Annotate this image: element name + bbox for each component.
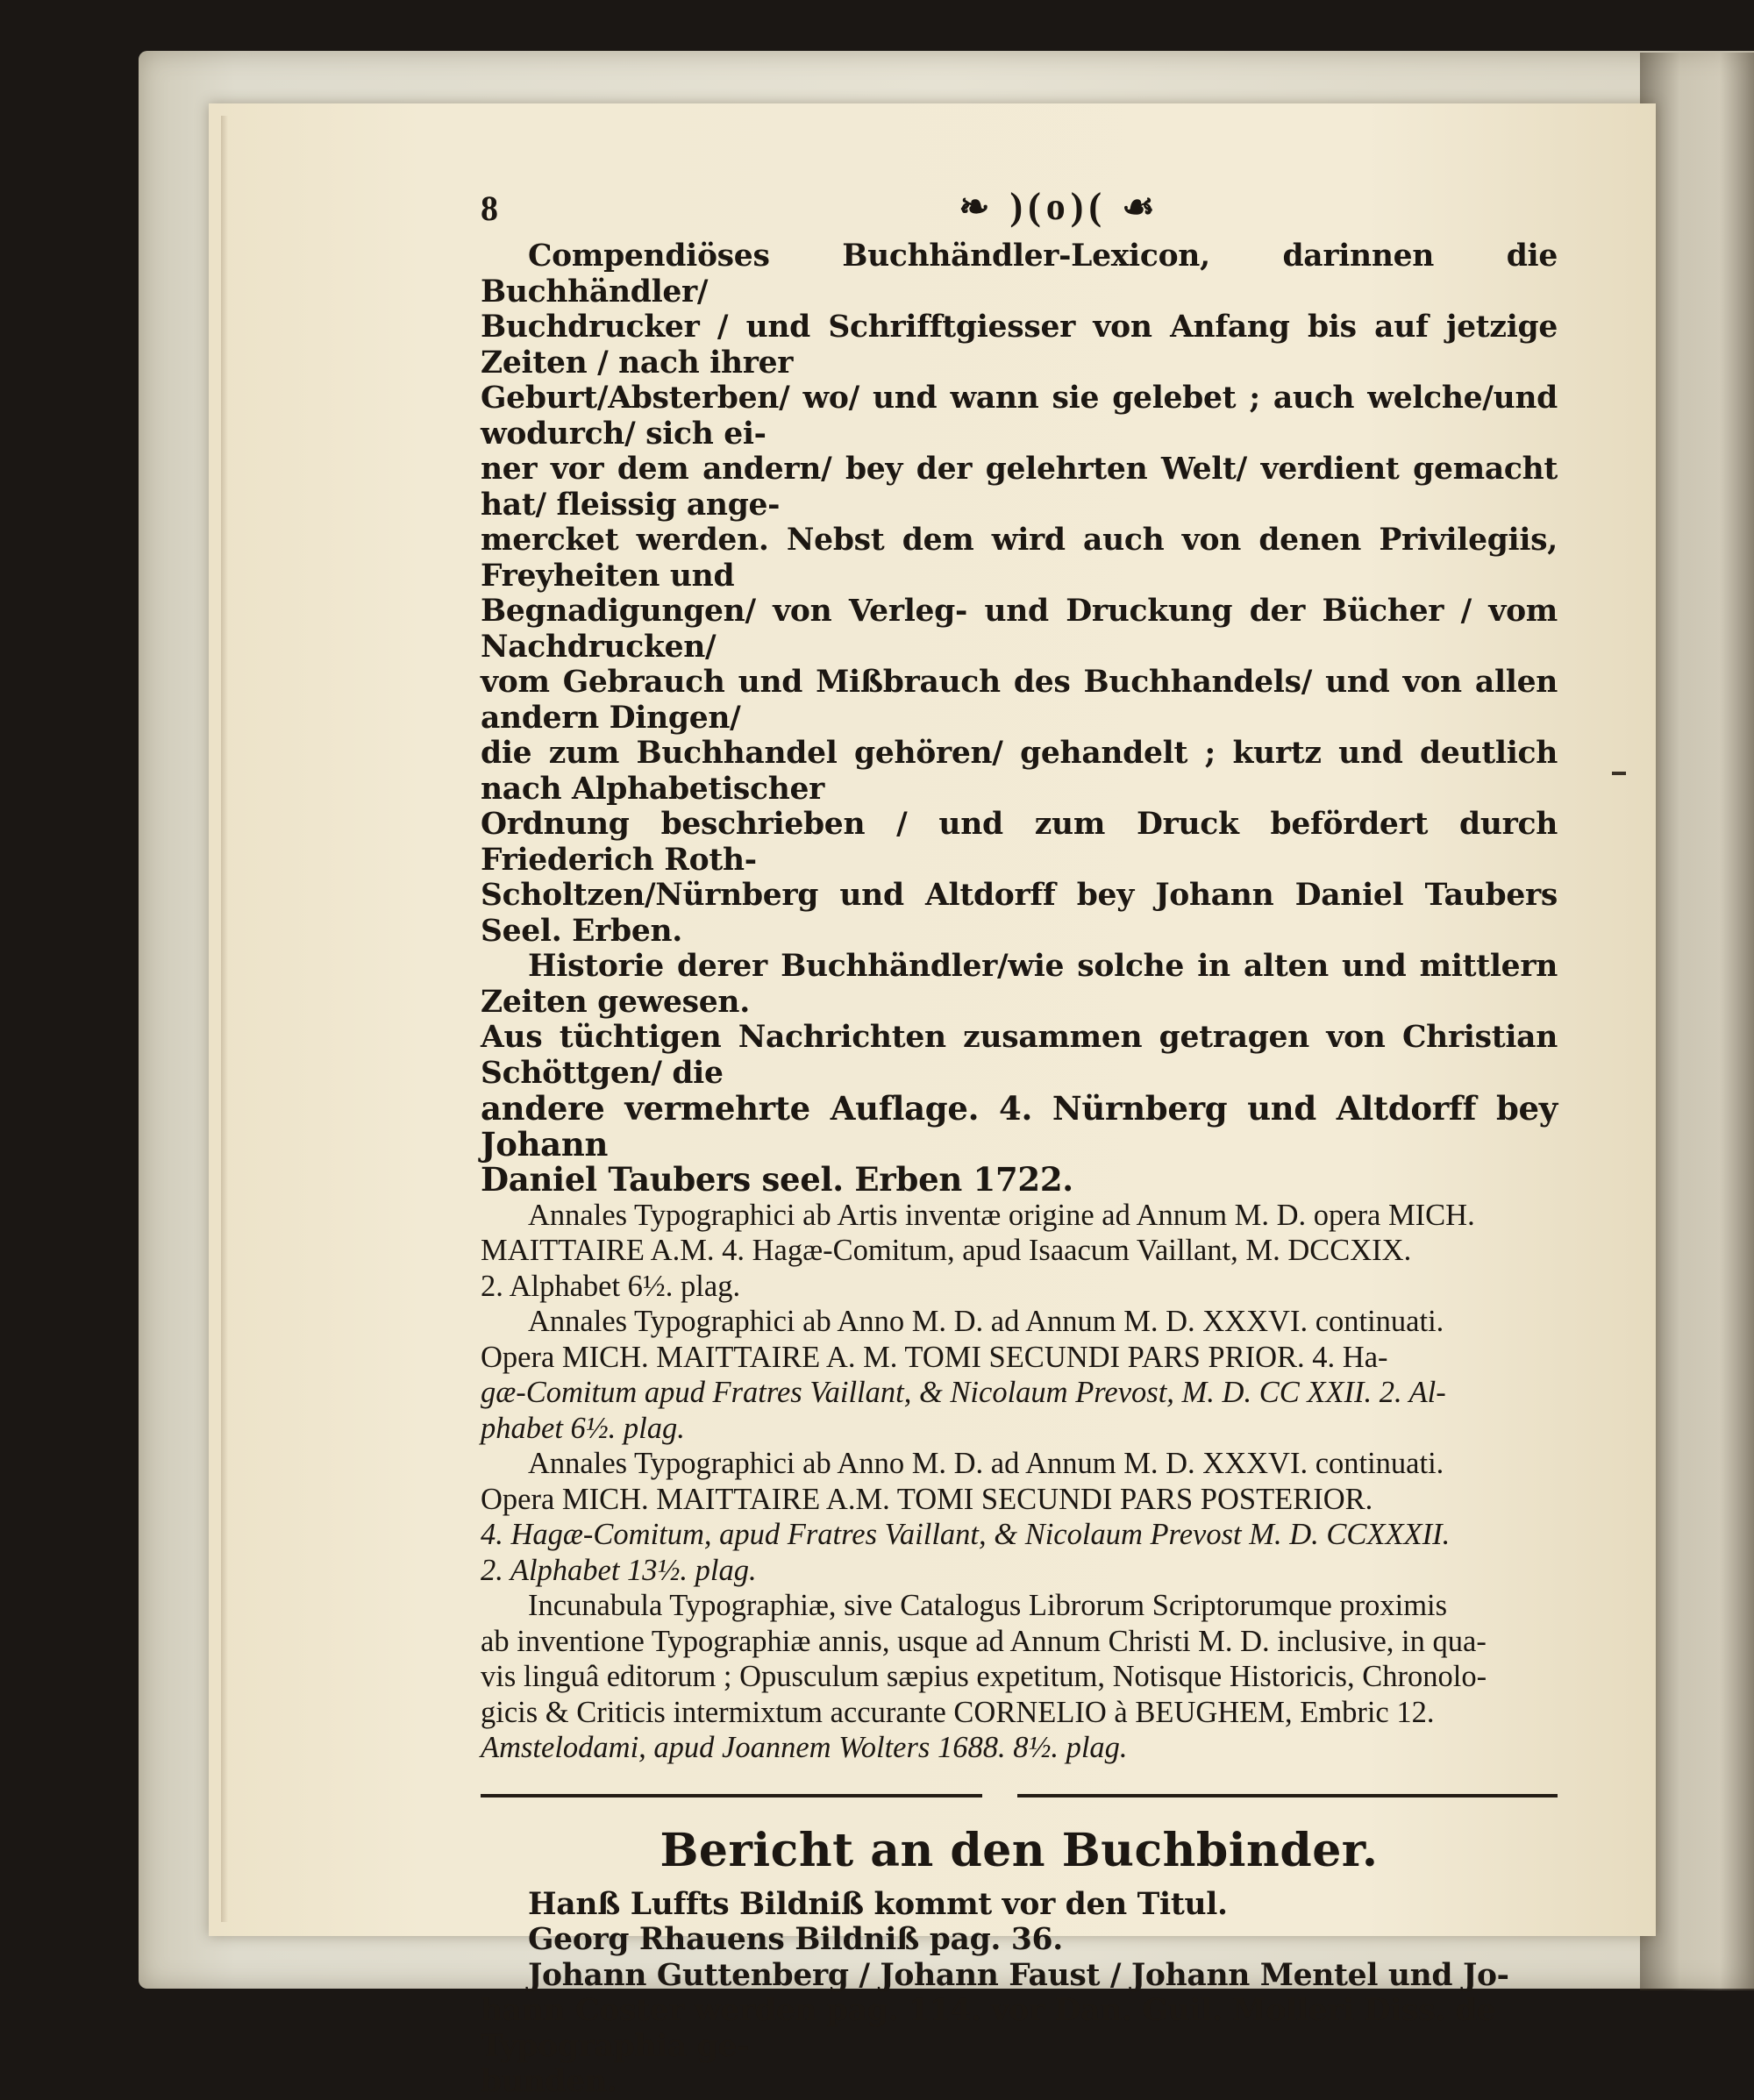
bericht-line: Hanß Luffts Bildniß kommt vor den Titul. bbox=[528, 1886, 1228, 1922]
margin-mark bbox=[1612, 772, 1626, 775]
section-divider bbox=[481, 1778, 1558, 1817]
entry-line: Scholtzen/Nürnberg und Altdorff bey Johann Daniel Taubers Seel. Erben. bbox=[481, 878, 1558, 949]
fleuron-right-icon: ☙ bbox=[1122, 188, 1160, 228]
entry-line: Ordnung beschrieben / und zum Druck befördert durch Friederich Roth- bbox=[481, 807, 1558, 878]
entry-annales-1 bbox=[481, 1198, 1558, 1305]
divider-rule-right bbox=[1017, 1794, 1558, 1797]
entry-line: 2. Alphabet 6½. plag. bbox=[481, 1269, 741, 1303]
entry-annales-3 bbox=[481, 1446, 1558, 1588]
entry-line: MAITTAIRE A.M. 4. Hagæ-Comitum, apud Isaacum Vaillant, M. DCCXIX. bbox=[481, 1234, 1412, 1267]
entry-line: gicis & Criticis intermixtum accurante CORNELIO à BEUGHEM, Embric 12. bbox=[481, 1695, 1435, 1729]
bericht-body bbox=[481, 1887, 1558, 2100]
entry-line: vis linguâ editorum ; Opusculum sæpius expetitum, Notisque Historicis, Chronolo- bbox=[481, 1660, 1487, 1693]
bericht-line: bunden. bbox=[481, 2064, 617, 2099]
running-head bbox=[481, 184, 1558, 238]
entry-line: Daniel Taubers seel. Erben 1722. bbox=[481, 1160, 1073, 1199]
entry-compendioses bbox=[481, 238, 1558, 949]
entry-line: Begnadigungen/ von Verleg- und Druckung der Bücher / vom Nachdrucken/ bbox=[481, 594, 1558, 665]
page-edge-shadow bbox=[221, 116, 228, 1922]
entry-line: mercket werden. Nebst dem wird auch von denen Privilegiis, Freyheiten und bbox=[481, 523, 1558, 594]
entry-line: phabet 6½. plag. bbox=[481, 1411, 685, 1445]
fleuron-left-icon: ❧ bbox=[959, 188, 995, 228]
entry-line: Opera MICH. MAITTAIRE A.M. TOMI SECUNDI PARS POSTERIOR. bbox=[481, 1482, 1373, 1516]
divider-rule-left bbox=[481, 1794, 982, 1797]
entry-incunabula bbox=[481, 1588, 1558, 1766]
bericht-heading: Bericht an den Buchbinder. bbox=[660, 1823, 1379, 1877]
page-text-block bbox=[481, 184, 1558, 2100]
entry-line: Aus tüchtigen Nachrichten zusammen getragen von Christian Schöttgen/ die bbox=[481, 1020, 1558, 1091]
entry-line: gæ-Comitum apud Fratres Vaillant, & Nicolaum Prevost, M. D. CC XXII. 2. Al- bbox=[481, 1376, 1446, 1409]
entry-historie bbox=[481, 949, 1558, 1198]
ornament-center: )(o)( bbox=[1009, 185, 1108, 228]
entry-line: Historie derer Buchhändler/wie solche in alten und mittlern Zeiten gewesen. bbox=[481, 949, 1558, 1020]
entry-line: ner vor dem andern/ bey der gelehrten Welt/ verdient gemacht hat/ fleissig ange- bbox=[481, 452, 1558, 523]
bericht-line: Georg Rhauens Bildniß pag. 36. bbox=[528, 1922, 1063, 1957]
entry-line: Annales Typographici ab Anno M. D. ad Annum M. D. XXXVI. continuati. bbox=[528, 1447, 1444, 1480]
entry-line: Geburt/Absterben/ wo/ und wann sie gelebet ; auch welche/und wodurch/ sich ei- bbox=[481, 381, 1558, 452]
entry-line: Amstelodami, apud Joannem Wolters 1688. 8½. plag. bbox=[481, 1731, 1128, 1764]
entry-line: vom Gebrauch und Mißbrauch des Buchhandels/ und von allen andern Dingen/ bbox=[481, 665, 1558, 736]
entry-line: 2. Alphabet 13½. plag. bbox=[481, 1553, 757, 1587]
entry-line: Compendiöses Buchhändler-Lexicon, darinnen die Buchhändler/ bbox=[481, 238, 1558, 310]
entry-line: Incunabula Typographiæ, sive Catalogus Librorum Scriptorumque proximis bbox=[528, 1589, 1448, 1622]
entry-line: Annales Typographici ab Anno M. D. ad Annum M. D. XXXVI. continuati. bbox=[528, 1305, 1444, 1338]
entry-line: die zum Buchhandel gehören/ gehandelt ; kurtz und deutlich nach Alphabetischer bbox=[481, 736, 1558, 807]
entry-line: ab inventione Typographiæ annis, usque ad Annum Christi M. D. inclusive, in qua- bbox=[481, 1624, 1487, 1658]
entry-line: 4. Hagæ-Comitum, apud Fratres Vaillant, & Nicolaum Prevost M. D. CCXXXII. bbox=[481, 1518, 1451, 1551]
bericht-line: hann Coster werden pag. 114. vor Dan. Guil. Molleri Diss. de Typographia ge- bbox=[481, 1993, 1496, 2064]
header-ornament bbox=[866, 184, 1252, 229]
spine-shadow bbox=[1640, 53, 1754, 1990]
entry-line: Buchdrucker / und Schrifftgiesser von Anfang bis auf jetzige Zeiten / nach ihrer bbox=[481, 310, 1558, 381]
entry-line: andere vermehrte Auflage. 4. Nürnberg und Altdorff bey Johann bbox=[481, 1089, 1558, 1164]
page-number: 8 bbox=[481, 189, 498, 228]
bericht-line: Johann Guttenberg / Johann Faust / Johann Mentel und Jo- bbox=[528, 1957, 1509, 1993]
entry-line: Opera MICH. MAITTAIRE A. M. TOMI SECUNDI PARS PRIOR. 4. Ha- bbox=[481, 1340, 1388, 1374]
entry-annales-2 bbox=[481, 1304, 1558, 1446]
entry-line: Annales Typographici ab Artis inventæ origine ad Annum M. D. opera MICH. bbox=[528, 1198, 1475, 1232]
